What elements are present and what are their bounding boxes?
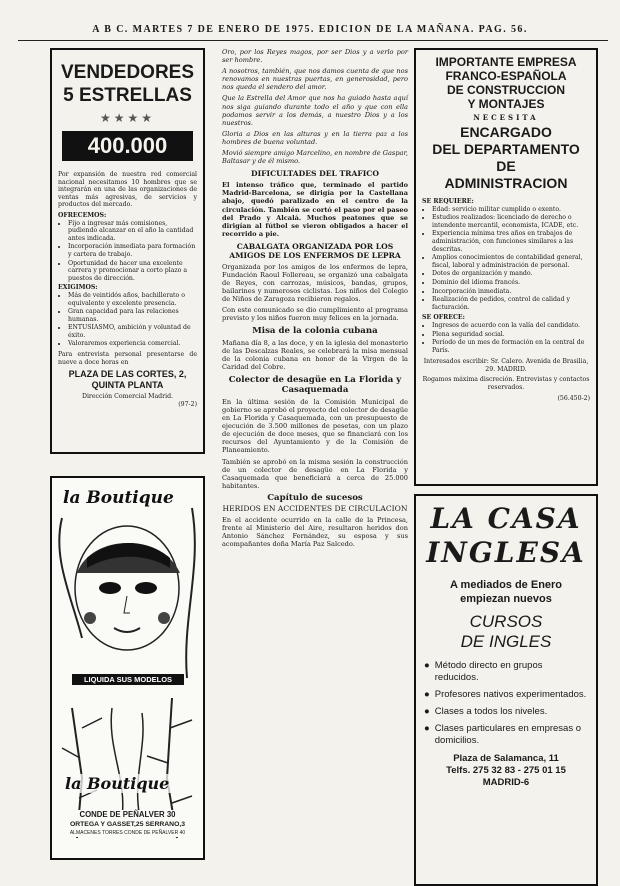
ofrece-title: SE OFRECE: xyxy=(422,314,465,322)
necesita-label: NECESITA xyxy=(473,113,539,122)
list-item: • Dominio del idioma francés. xyxy=(432,279,590,287)
empresa-line3: DE CONSTRUCCION xyxy=(446,83,565,97)
casa-inglesa-ad xyxy=(414,494,598,886)
list-item: ● Método directo en grupos reducidos. xyxy=(424,660,543,683)
col-text: Gloria a Dios en las alturas y en la tierra paz a los hombres de buena voluntad. xyxy=(222,129,408,146)
vendedores-title: VENDEDORES xyxy=(60,62,195,83)
col-text: Que la Estrella del Amor que nos ha guiado hasta aquí nos siga guiando durante todo el año y que con ella podamos servir a los demás, a nuestro Dios y a los nuestros. xyxy=(222,94,408,127)
trafico-text: El intenso tráfico que, terminado el partido Madrid-Barcelona, se dirigía por la Castellana abajo, quedó paralizado en el centro de la circulación. También se cortó el paso por el paseo del Prado y Alcalá. Muchos peatones que se dirigían al fútbol se vieron obligados a hacer el recorrido a pie. xyxy=(222,181,408,238)
empresa-ad xyxy=(414,48,598,486)
list-item: • Valoraremos experiencia comercial. xyxy=(68,340,197,348)
address-line2: QUINTA PLANTA xyxy=(91,380,164,391)
list-item: • ENTUSIASMO, ambición y voluntad de éxito. xyxy=(68,324,197,339)
left-column xyxy=(50,48,205,860)
cabalgata-text: Organizada por los amigos de los enfermos de lepra, Fundación Raoul Follereau, se organizó una cabalgata de Reyes, con carrozas, músicos, bandas, grupos, bailarines y numerosos ciclistas. Los niños del Colegio de Niños de Zaragoza recibieron regalos. xyxy=(222,262,408,304)
requiere-list xyxy=(422,206,590,312)
col-text: A nosotros, también, que nos damos cuenta de que nos renovamos en nuestras puertas, en generosidad, pero nos queda el sendero del amor. xyxy=(222,67,408,92)
requiere-title: SE REQUIERE: xyxy=(422,198,474,205)
page-header: A B C. MARTES 7 DE ENERO DE 1975. EDICION DE LA MAÑANA. PAG. 56. xyxy=(92,24,528,35)
stars-icon: ★★★★ xyxy=(99,111,156,125)
amount-box: 400.000 xyxy=(62,131,193,161)
empresa-contact: Interesados escribir: Sr. Calero. Avenida de Brasilia, 29. MADRID. xyxy=(423,358,589,373)
colonia-text: Mañana día 8, a las doce, y en la iglesia del monasterio de las Descalzas Reales, se celebrará la misa mensual de la colonia cubana en honor de la Virgen de la Caridad del Cobre. xyxy=(222,338,408,371)
sucesos-text: En el accidente ocurrido en la calle de la Princesa, frente al Ministerio del Aire, resultaron heridos don Antonio Sánchez Fernández, su esposa y sus acompañantes doña María Paz Salcedo. xyxy=(222,515,408,549)
trafico-title: DIFICULTADES DEL TRAFICO xyxy=(251,169,379,179)
encargado-line2: DEL DEPARTAMENTO xyxy=(432,141,580,157)
sucesos-subtitle: HERIDOS EN ACCIDENTES DE CIRCULACION xyxy=(222,503,408,513)
ref-number: (97-2) xyxy=(178,400,197,408)
list-item: • Incorporación inmediata para formación y cartera de trabajo. xyxy=(68,243,197,258)
list-item: • Período de un mes de formación en la central de París. xyxy=(432,339,590,354)
casa-bullets xyxy=(424,660,588,747)
cursos-title2: DE INGLES xyxy=(460,632,552,651)
bullet-icon: ● xyxy=(424,706,430,717)
casa-city: MADRID-6 xyxy=(482,777,530,788)
offers-list xyxy=(58,220,197,283)
requirements-list xyxy=(58,292,197,348)
list-item: • Oportunidad de hacer una excelente carrera y promocionar a corto plazo a puestos de dirección. xyxy=(68,260,197,283)
list-item: • Realización de pedidos, control de calidad y facturación. xyxy=(432,296,590,311)
list-item: • Fijo a ingresar más comisiones, pudiendo alcanzar en el año la cantidad antes indicada. xyxy=(68,220,197,243)
col-text: Oro, por los Reyes magos, por ser Dios y a verlo por ser hombre. xyxy=(222,48,408,65)
casa-subtitle1: A mediados de Enero xyxy=(449,579,563,591)
ofrece-list xyxy=(422,322,590,354)
empresa-ref: (56.450-2) xyxy=(557,394,590,402)
address-line1: PLAZA DE LAS CORTES, 2, xyxy=(68,369,187,380)
casa-address: Plaza de Salamanca, 11 xyxy=(453,753,559,764)
cursos-title1: CURSOS xyxy=(469,612,543,631)
boutique-logo-bottom: la Boutique xyxy=(62,774,172,793)
requirements-title: EXIGIMOS: xyxy=(58,284,98,292)
boutique-sale: LIQUIDA SUS MODELOS xyxy=(72,674,184,685)
bullet-icon: ● xyxy=(424,660,430,671)
boutique-addr2: ORTEGA Y GASSET,25 SERRANO,3 xyxy=(69,821,186,828)
list-item: • Amplios conocimientos de contabilidad general, fiscal, laboral y administración de personal. xyxy=(432,254,590,269)
boutique-ad xyxy=(50,476,205,860)
col-text: Movió siempre amigo Marcelino, en nombre de Gaspar, Baltasar y de él mismo. xyxy=(222,149,408,166)
boutique-illustration xyxy=(52,478,203,854)
header-rule xyxy=(18,40,608,41)
cabalgata-text2: Con este comunicado se dio cumplimiento al programa previsto y los niños fueron muy felices en la jornada. xyxy=(222,306,408,323)
casa-title2: INGLESA xyxy=(426,536,586,569)
cabalgata-title: CABALGATA ORGANIZADA POR LOS AMIGOS DE LOS ENFERMOS DE LEPRA xyxy=(229,241,401,260)
vendedores-ad xyxy=(50,48,205,454)
encargado-line4: ADMINISTRACION xyxy=(444,175,568,191)
sucesos-title: Capítulo de sucesos xyxy=(267,492,363,503)
boutique-logo-top: la Boutique xyxy=(60,488,177,508)
list-item: • Experiencia mínima tres años en trabajos de administración, con funciones similares a las descritas. xyxy=(432,230,590,253)
boutique-addr3: ALMACENES TORRES CONDE DE PEÑALVER 40 xyxy=(69,830,186,836)
direccion: Dirección Comercial Madrid. xyxy=(81,393,174,401)
list-item: ● Clases a todos los niveles. xyxy=(424,706,548,717)
bullet-icon: ● xyxy=(424,723,430,734)
list-item: • Plena seguridad social. xyxy=(432,331,590,339)
colonia-title: Misa de la colonia cubana xyxy=(252,325,378,336)
list-item: • Incorporación inmediata. xyxy=(432,288,590,296)
intro-text: Por expansión de nuestra red comercial nacional necesitamos 10 hombres que se integrarán en una de las organizaciones de ventas más agresivas, de servicios y productos del mercado. xyxy=(58,171,197,209)
encargado-line1: ENCARGADO xyxy=(460,124,552,140)
encargado-line3: DE xyxy=(496,158,516,174)
casa-title1: LA CASA xyxy=(430,502,582,535)
colector-title: Colector de desagüe en La Florida y Casaquemada xyxy=(228,374,402,395)
bullet-icon: ● xyxy=(424,689,430,700)
casa-subtitle2: empiezan nuevos xyxy=(460,593,552,605)
right-column xyxy=(414,48,598,886)
empresa-line2: FRANCO-ESPAÑOLA xyxy=(445,69,567,83)
contact-text: Para entrevista personal presentarse de nueve a doce horas en xyxy=(58,351,197,366)
casa-phone: Telfs. 275 32 83 - 275 01 15 xyxy=(446,765,566,776)
offers-title: OFRECEMOS: xyxy=(58,211,107,219)
list-item: ● Profesores nativos experimentados. xyxy=(424,689,587,700)
list-item: • Dotes de organización y mando. xyxy=(432,270,590,278)
list-item: ● Clases particulares en empresas o domicilios. xyxy=(424,723,582,746)
empresa-line4: Y MONTAJES xyxy=(467,97,545,111)
colector-text: En la última sesión de la Comisión Municipal de gobierno se aprobó el proyecto del colector de desagüe en La Florida y Casaquemada, con un presupuesto de ejecución de 3.500 millones de pesetas, con un plazo de ejecución de doce meses, que se financiará con los recursos del Ayuntamiento y de la Comisión de Planeamiento. xyxy=(222,397,408,455)
list-item: • Gran capacidad para las relaciones humanas. xyxy=(68,308,197,323)
estrellas-title: 5 ESTRELLAS xyxy=(63,85,192,106)
boutique-addresses xyxy=(54,810,201,837)
list-item: • Ingresos de acuerdo con la valía del candidato. xyxy=(432,322,590,330)
list-item: • Más de veintidós años, bachillerato o equivalente y excelente presencia. xyxy=(68,292,197,307)
colector-text2: También se aprobó en la misma sesión la construcción de un colector de desagüe en La Florida y Casaquemada que beneficiará a cerca de 25.000 habitantes. xyxy=(222,457,408,490)
middle-column xyxy=(222,48,408,551)
list-item: • Estudios realizados: licenciado de derecho o intendente mercantil, economista, ICADE, etc. xyxy=(432,214,590,229)
boutique-addr1: CONDE DE PEÑALVER 30 xyxy=(79,810,176,819)
list-item: • Edad: servicio militar cumplido o exento. xyxy=(432,206,590,214)
empresa-line1: IMPORTANTE EMPRESA xyxy=(435,55,577,69)
empresa-note: Rogamos máxima discreción. Entrevistas y contactos reservados. xyxy=(422,376,590,392)
